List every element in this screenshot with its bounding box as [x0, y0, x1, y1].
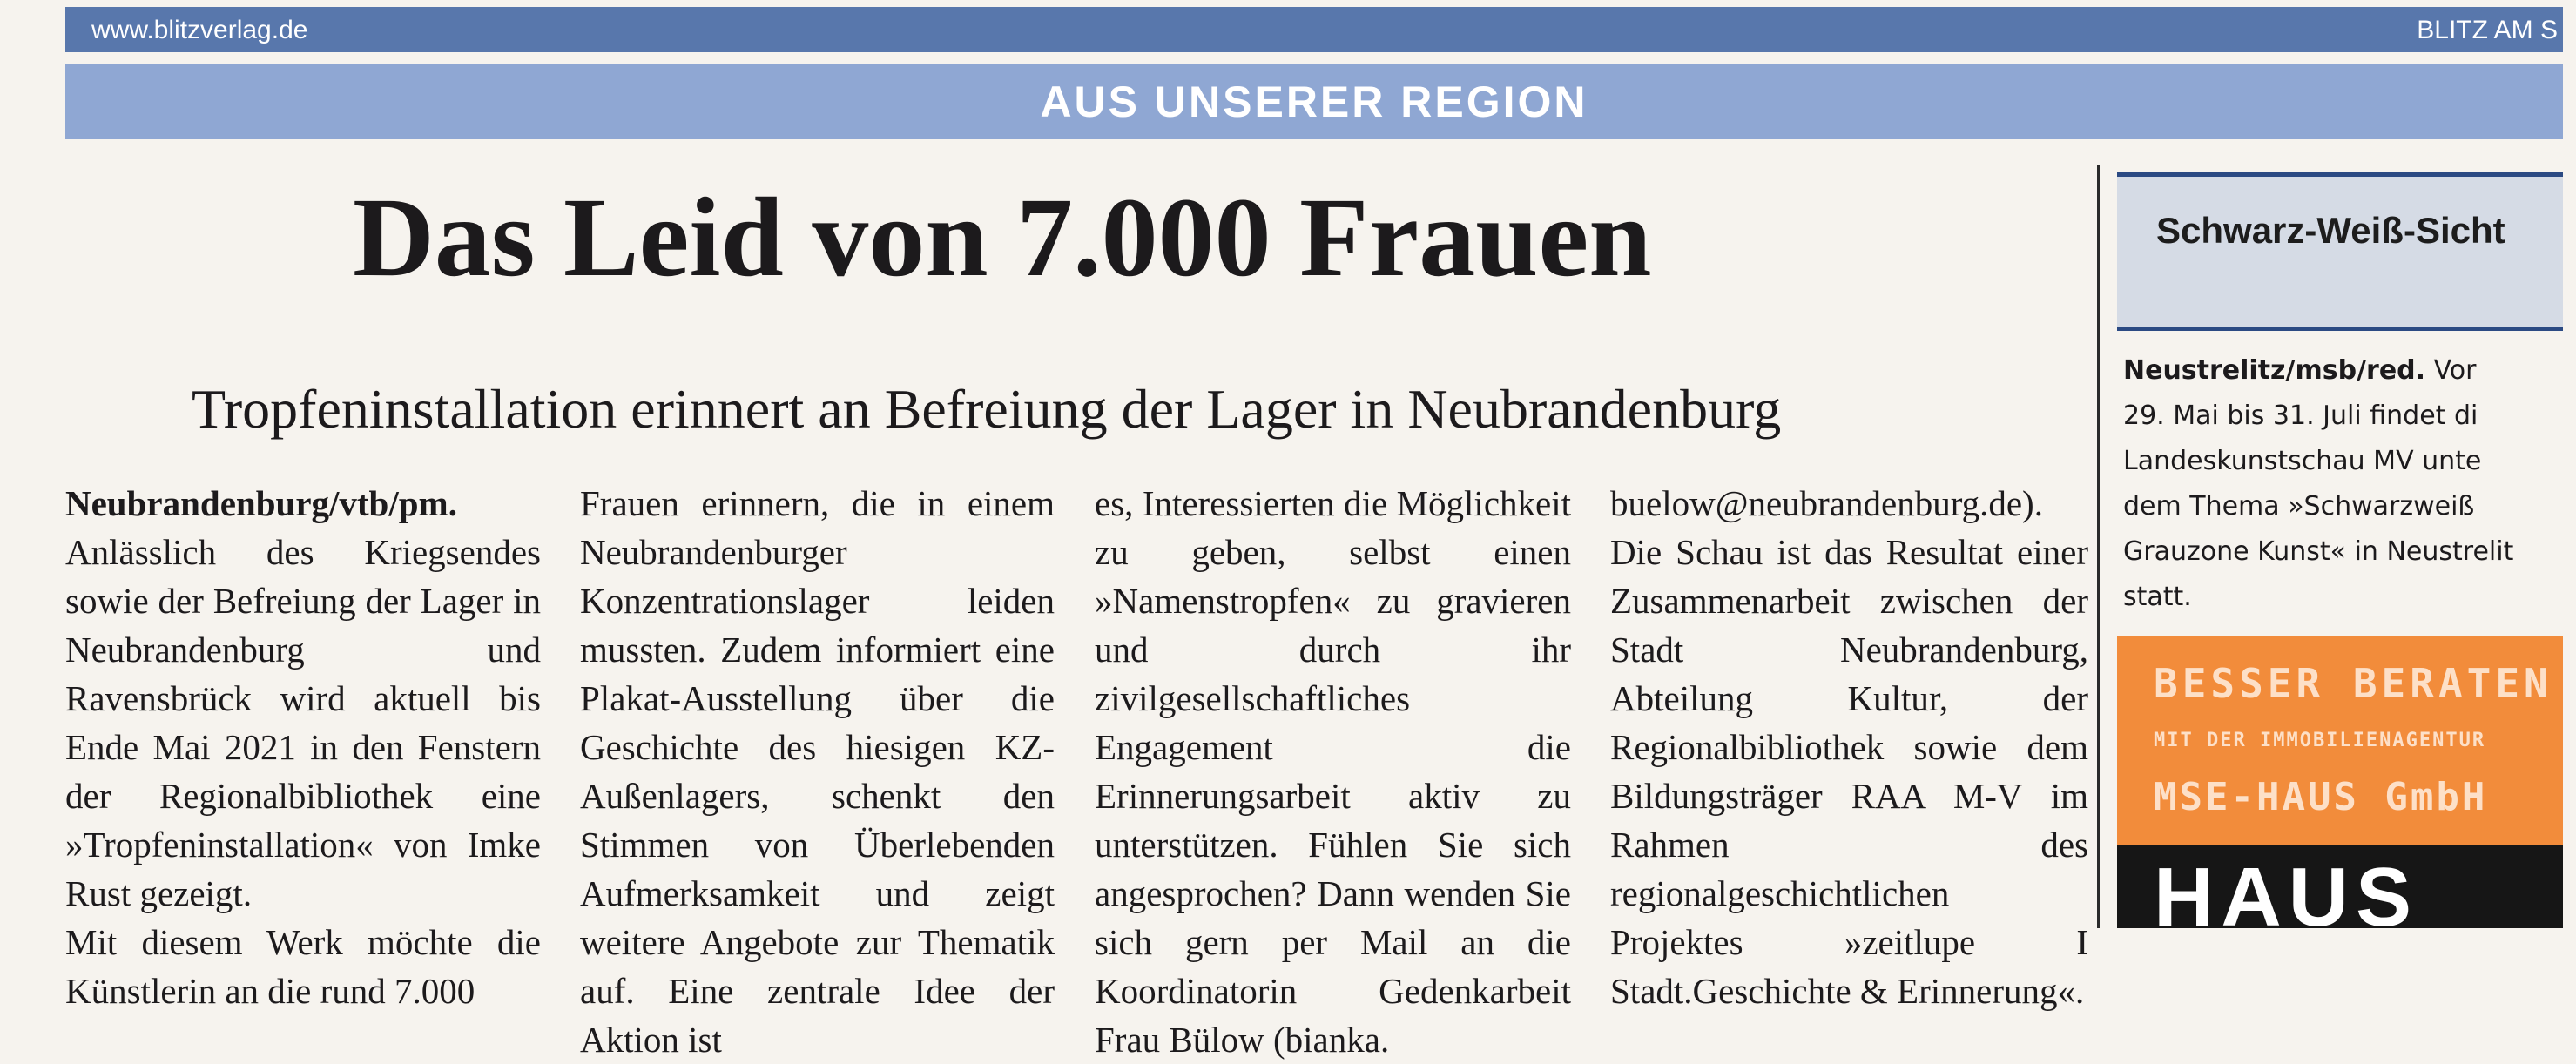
ad-company: MSE-HAUS GmbH [2154, 775, 2488, 819]
column-4-text: buelow@neubrandenburg.de). Die Schau ist das Resultat einer Zusammenarbeit zwischen der Stadt Neubrandenburg, Abteilung Kultur, der Regionalbibliothek sowie dem Bildungsträger RAA M-V im Rahmen des regionalgeschichtlichen Projektes »zeitlupe I Stadt.Geschichte & Erinnerung«. [1610, 483, 2088, 1011]
paragraph-1-text: Anlässlich des Kriegsendes sowie der Befreiung der Lager in Neubrandenburg und Ravensbrück wird aktuell bis Ende Mai 2021 in den Fenstern der Regionalbibliothek eine »Tropfeninstallation« von Imke Rust gezeigt. [65, 532, 541, 913]
sidebar-dateline: Neustrelitz/msb/red. [2123, 355, 2426, 386]
article-column-2 [580, 479, 1055, 1060]
sidebar-line-5: Grauzone Kunst« in Neustrelit [2123, 536, 2514, 567]
website-url: www.blitzverlag.de [91, 16, 308, 44]
sidebar-article [2123, 348, 2576, 612]
article-column-4 [1610, 479, 2088, 1011]
article-subheadline: Tropfeninstallation erinnert an Befreiung der Lager in Neubrandenburg [192, 378, 1782, 440]
sidebar-line-2: 29. Mai bis 31. Juli findet di [2123, 401, 2478, 431]
sidebar-title: Schwarz-Weiß-Sicht [2156, 210, 2505, 251]
section-header: AUS UNSERER REGION [65, 64, 2563, 139]
paragraph-1 [65, 479, 541, 918]
column-2-text: Frauen erinnern, die in einem Neubrandenburger Konzentrationslager leiden mussten. Zudem informiert eine Plakat-Ausstellung über die Geschichte des hiesigen KZ-Außenlagers, schenkt den Stimmen von Überlebenden Aufmerksamkeit und zeigt weitere Angebote zur Thematik auf. Eine zentrale Idee der Aktion ist [580, 483, 1055, 1060]
sidebar-line-1 [2123, 348, 2576, 394]
sidebar-header-box [2117, 172, 2563, 331]
dateline: Neubrandenburg/vtb/pm. [65, 483, 457, 523]
sidebar-line-6: statt. [2123, 582, 2192, 612]
ad-big-text: HAUS [2154, 851, 2419, 944]
article-column-3 [1095, 479, 1571, 1060]
ad-tagline: MIT DER IMMOBILIENAGENTUR [2154, 730, 2486, 751]
sidebar-line-1-rest: Vor [2425, 355, 2477, 386]
ad-slogan: BESSER BERATEN [2154, 660, 2552, 707]
column-divider [2097, 165, 2100, 928]
sidebar-line-4: dem Thema »Schwarzweiß [2123, 491, 2475, 522]
top-banner [65, 7, 2563, 52]
publication-name: BLITZ AM S [2417, 16, 2558, 44]
article-headline: Das Leid von 7.000 Frauen [353, 175, 1652, 300]
paragraph-2: Mit diesem Werk möchte die Künstlerin an die rund 7.000 [65, 922, 541, 1011]
sidebar-line-3: Landeskunstschau MV unte [2123, 446, 2482, 476]
advertisement [2117, 636, 2563, 944]
column-3-text: es, Interessierten die Möglichkeit zu geben, selbst einen »Namenstropfen« zu gravieren und durch ihr zivilgesellschaftliches Engagement die Erinnerungsarbeit aktiv zu unterstützen. Fühlen Sie sich angesprochen? Dann wenden Sie sich gern per Mail an die Koordinatorin Gedenkarbeit Frau Bülow (bianka. [1095, 483, 1571, 1060]
article-column-1 [65, 479, 541, 1011]
